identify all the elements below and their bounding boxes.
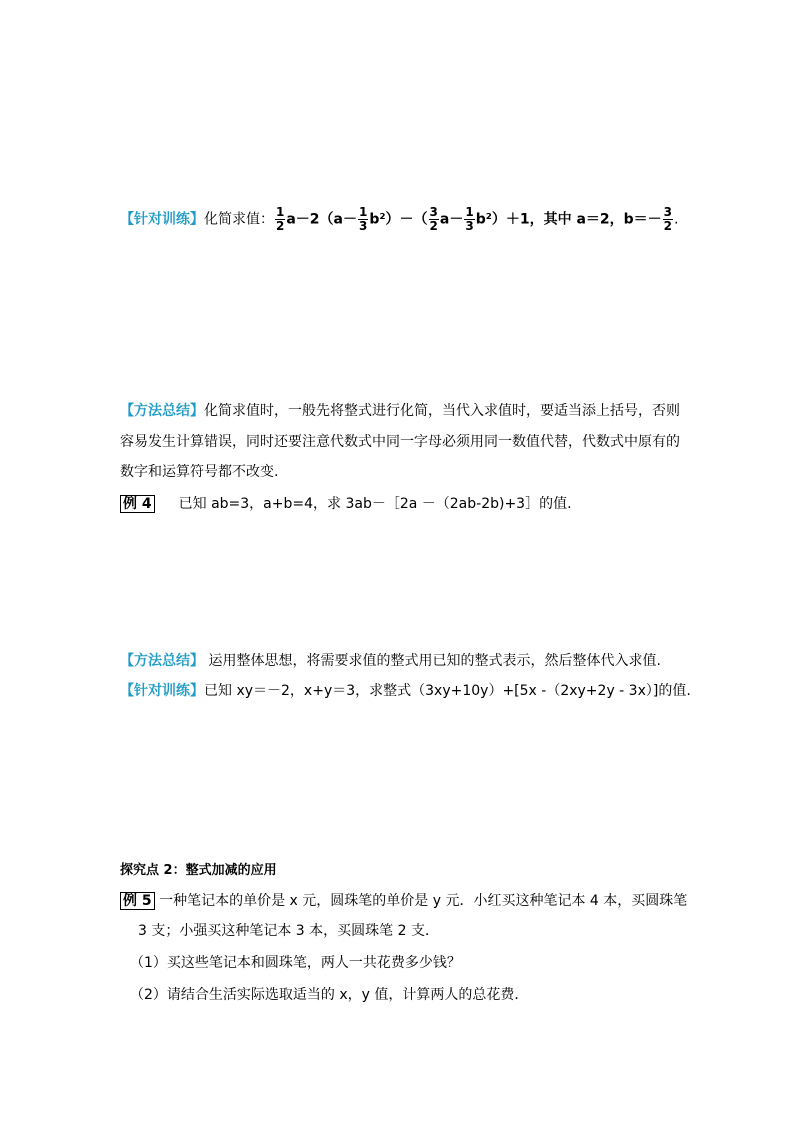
fraction-4: $\frac{1}{3}$ — [465, 205, 474, 233]
practice-2 — [120, 681, 691, 701]
method-summary-1-line-3: 数字和运算符号都不改变. — [120, 464, 279, 480]
expr-part-1: a－2（a－ — [286, 211, 357, 228]
practice-1 — [120, 206, 678, 233]
example-5-text-1: 一种笔记本的单价是 x 元，圆珠笔的单价是 y 元．小红买这种笔记本 4 本，买圆珠笔 — [154, 893, 688, 909]
example-5-line-1 — [120, 891, 687, 911]
expr-part-3: a－ — [439, 211, 464, 228]
expr-part-2: b²）－（ — [369, 211, 428, 228]
method-summary-1-tag: 【方法总结】 — [120, 403, 204, 419]
expr-part-4: b²）＋1，其中 a＝2，b＝－ — [475, 211, 662, 228]
method-summary-1-line-1 — [120, 401, 680, 421]
practice-1-tag: 【针对训练】 — [120, 211, 204, 228]
fraction-3: $\frac{3}{2}$ — [429, 205, 438, 233]
example-4 — [120, 494, 572, 514]
method-summary-1-text-1: 化简求值时，一般先将整式进行化简，当代入求值时，要适当添上括号，否则 — [204, 403, 680, 419]
example-5-question-2: （2）请结合生活实际选取适当的 x，y 值，计算两人的总花费． — [130, 987, 529, 1003]
fraction-5: $\frac{3}{2}$ — [663, 205, 673, 233]
method-summary-2-text: 运用整体思想，将需要求值的整式用已知的整式表示，然后整体代入求值. — [204, 653, 661, 669]
section-title: 探究点 2：整式加减的应用 — [120, 863, 277, 878]
practice-1-lead: 化简求值： — [204, 211, 274, 228]
example-5-label: 例 5 — [120, 892, 155, 910]
example-4-text: 已知 ab=3，a+b=4，求 3ab－［2a －（2ab-2b)+3］的值. — [178, 496, 572, 512]
expr-end: . — [674, 211, 679, 228]
method-summary-1-line-2: 容易发生计算错误，同时还要注意代数式中同一字母必须用同一数值代替，代数式中原有的 — [120, 434, 680, 450]
method-summary-2-tag: 【方法总结】 — [120, 653, 204, 669]
practice-2-text: 已知 xy＝－2，x+y＝3，求整式（3xy+10y）+[5x -（2xy+2y - 3x）]的值. — [204, 683, 691, 699]
example-5-line-2: 3 支；小强买这种笔记本 3 本，买圆珠笔 2 支． — [138, 923, 439, 939]
example-4-label: 例 4 — [120, 495, 155, 513]
fraction-1: $\frac{1}{2}$ — [276, 205, 285, 233]
example-5-question-1: （1）买这些笔记本和圆珠笔，两人一共花费多少钱？ — [130, 955, 461, 971]
fraction-2: $\frac{1}{3}$ — [359, 205, 368, 233]
practice-2-tag: 【针对训练】 — [120, 683, 204, 699]
method-summary-2 — [120, 651, 661, 671]
